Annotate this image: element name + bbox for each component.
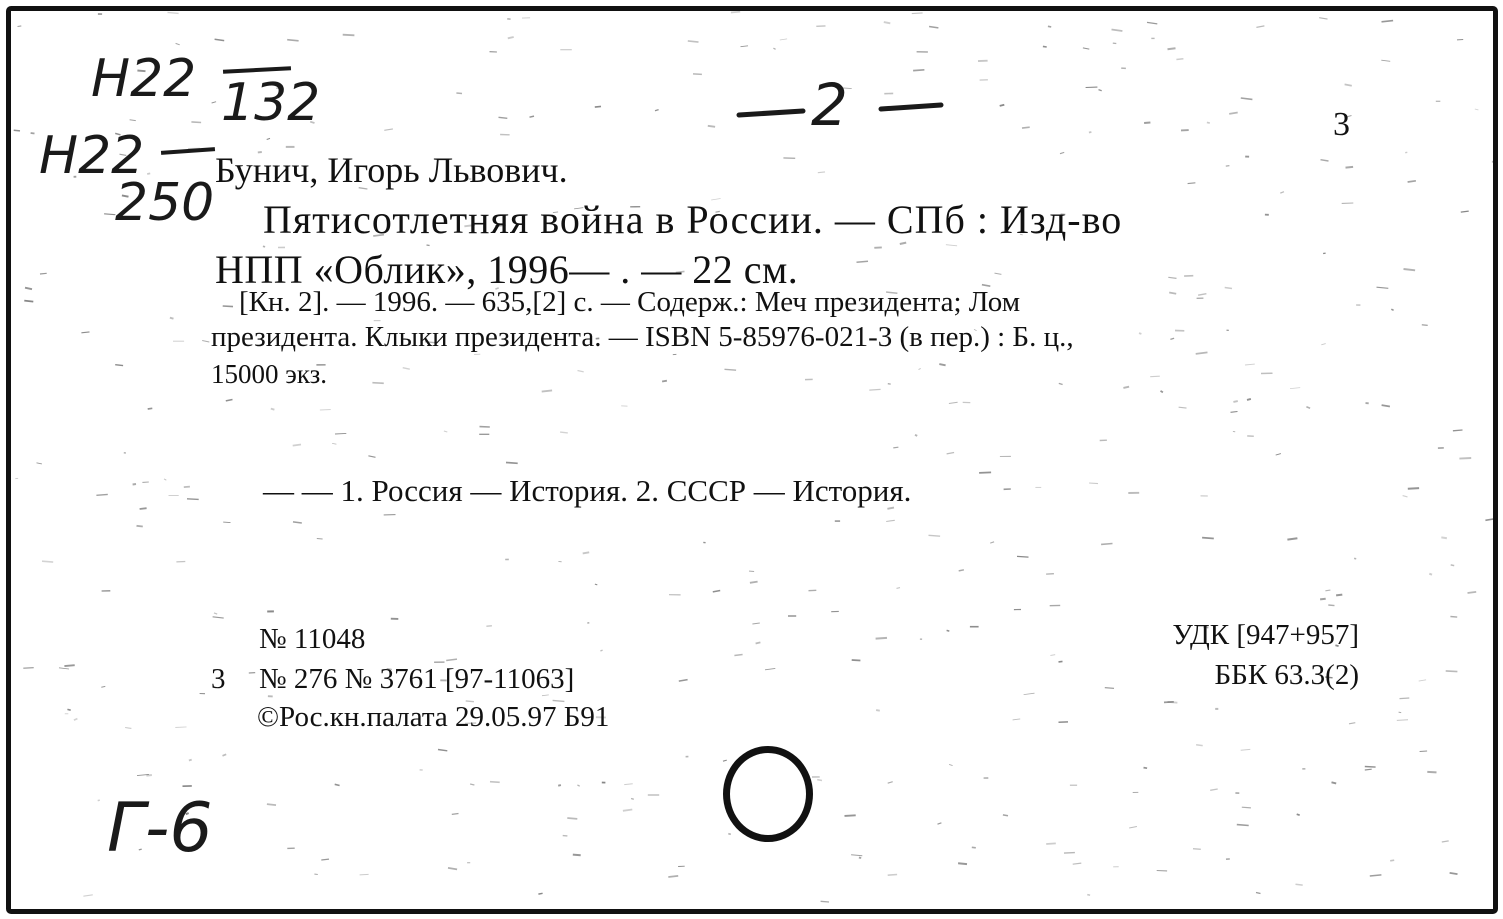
scan-speck <box>444 431 447 432</box>
scan-speck <box>1345 84 1352 85</box>
handwritten-bottom-mark: Г-6 <box>107 789 213 868</box>
scan-speck <box>1161 391 1163 393</box>
scan-speck <box>1105 688 1114 689</box>
handwritten-shelfmark-fraction: 132 <box>221 73 321 133</box>
scan-speck <box>1059 383 1063 384</box>
scan-speck <box>1296 884 1303 885</box>
scan-speck <box>226 400 233 401</box>
scan-speck <box>1229 113 1238 114</box>
scan-speck <box>1419 680 1426 681</box>
scan-speck <box>1241 749 1251 750</box>
scan-speck <box>972 847 976 848</box>
udk-classification: УДК [947+957] <box>1172 619 1359 651</box>
scan-speck <box>1450 617 1457 618</box>
scan-speck <box>919 368 921 369</box>
scan-speck <box>1017 556 1029 557</box>
scan-speck <box>600 650 602 651</box>
scan-speck <box>271 409 275 410</box>
scan-speck <box>939 364 945 365</box>
scan-speck <box>1403 496 1408 497</box>
scan-speck <box>662 381 667 382</box>
scan-speck <box>1427 772 1436 773</box>
scan-speck <box>1241 98 1253 99</box>
scan-speck <box>1370 875 1382 876</box>
scan-speck <box>1226 166 1230 167</box>
registry-numbers: № 276 № 3761 [97-11063] <box>259 663 575 695</box>
catalog-card <box>6 6 1498 914</box>
scan-speck <box>470 784 474 785</box>
scan-speck <box>979 472 991 473</box>
scan-speck <box>403 368 410 370</box>
scan-speck <box>125 728 131 729</box>
scan-speck <box>176 43 180 44</box>
scan-speck <box>623 810 632 811</box>
scan-speck <box>1453 430 1463 431</box>
scan-speck <box>1043 46 1047 47</box>
scan-speck <box>148 408 153 409</box>
scan-speck <box>83 895 92 896</box>
scan-speck <box>1123 387 1129 388</box>
scan-speck <box>728 834 731 835</box>
scan-speck <box>438 750 447 751</box>
scan-speck <box>1420 751 1428 752</box>
scan-speck <box>688 41 699 42</box>
scan-speck <box>343 35 355 36</box>
title-line-2: НПП «Облик», 1996— . — 22 см. <box>215 247 799 292</box>
scan-speck <box>164 479 166 480</box>
scan-speck <box>1101 544 1112 545</box>
scan-speck <box>1196 352 1208 354</box>
scan-speck <box>25 288 32 290</box>
scan-speck <box>947 453 955 454</box>
scan-speck <box>1319 18 1327 19</box>
handwritten-page-mark <box>731 71 961 156</box>
scan-speck <box>1320 599 1326 600</box>
scan-speck <box>1451 565 1455 566</box>
scan-speck <box>990 542 994 543</box>
scan-speck <box>1336 595 1342 596</box>
scan-speck <box>499 117 508 118</box>
scan-speck <box>1332 782 1337 783</box>
scan-speck <box>1422 325 1428 326</box>
scan-speck <box>1168 277 1176 278</box>
scan-speck <box>1377 287 1389 288</box>
scan-speck <box>884 22 891 23</box>
scan-speck <box>538 893 542 894</box>
scan-speck <box>67 709 70 710</box>
scan-speck <box>1492 162 1493 163</box>
scan-speck <box>317 539 323 540</box>
scan-speck <box>31 133 35 134</box>
scan-speck <box>223 522 230 523</box>
scan-speck <box>506 463 518 464</box>
scan-speck <box>845 815 856 816</box>
scan-speck <box>1441 537 1447 538</box>
scan-speck <box>1321 344 1325 345</box>
scan-speck <box>1381 60 1390 61</box>
scan-speck <box>1233 401 1237 402</box>
scan-speck <box>133 484 136 485</box>
scan-speck <box>1461 211 1469 212</box>
scan-speck <box>595 584 597 585</box>
scan-speck <box>929 535 941 536</box>
scan-speck <box>1328 605 1334 606</box>
scan-speck <box>741 46 749 47</box>
scan-speck <box>1064 853 1075 854</box>
scan-speck <box>1442 841 1449 842</box>
scan-speck <box>888 875 897 876</box>
scan-speck <box>42 561 53 562</box>
scan-speck <box>214 613 217 614</box>
author-heading: Бунич, Игорь Львович. <box>215 150 568 190</box>
scan-speck <box>372 383 383 384</box>
scan-speck <box>1429 574 1432 575</box>
scan-speck <box>655 110 659 111</box>
scan-speck <box>1256 893 1261 894</box>
scan-speck <box>1024 693 1035 694</box>
scan-speck <box>1404 269 1416 270</box>
scan-speck <box>1168 702 1178 703</box>
scan-speck <box>98 800 100 801</box>
scan-speck <box>1050 655 1055 656</box>
scan-speck <box>456 93 462 94</box>
scan-speck <box>146 775 152 776</box>
scan-speck <box>1150 376 1160 377</box>
scan-speck <box>508 37 514 38</box>
scan-speck <box>573 855 581 856</box>
scan-speck <box>1247 399 1251 400</box>
scan-speck <box>1346 167 1354 168</box>
scan-speck <box>1207 122 1210 123</box>
scan-speck <box>1087 895 1090 896</box>
scan-speck <box>1139 333 1141 334</box>
scan-speck <box>335 433 346 434</box>
scan-speck <box>668 876 678 877</box>
scan-speck <box>1144 768 1148 769</box>
scan-speck <box>175 727 186 728</box>
scan-speck <box>624 784 633 785</box>
scan-speck <box>1365 767 1376 768</box>
scan-speck <box>187 499 199 500</box>
scan-speck <box>212 102 217 103</box>
scan-speck <box>24 301 33 302</box>
scan-speck <box>631 799 634 800</box>
scan-speck <box>1000 105 1005 106</box>
scan-speck <box>1089 483 1098 484</box>
scan-speck <box>1196 745 1203 746</box>
scan-speck <box>818 172 825 173</box>
scan-speck <box>713 591 720 592</box>
scan-speck <box>851 855 862 856</box>
scan-speck <box>693 74 702 75</box>
scan-speck <box>725 369 737 370</box>
scan-speck <box>1237 825 1249 826</box>
scan-speck <box>293 522 302 523</box>
card-number: 3 <box>1333 106 1350 143</box>
scan-speck <box>1400 698 1410 699</box>
scan-speck <box>1242 807 1251 808</box>
scan-speck <box>1210 789 1218 790</box>
scan-speck <box>765 668 775 669</box>
scan-speck <box>101 686 105 687</box>
scan-speck <box>708 126 715 127</box>
scan-speck <box>1073 863 1082 864</box>
scan-speck <box>490 782 500 783</box>
scan-speck <box>384 129 393 130</box>
scan-speck <box>59 668 69 669</box>
scan-speck <box>888 782 893 784</box>
scan-speck <box>1129 827 1137 829</box>
scan-speck <box>168 12 179 13</box>
scan-speck <box>452 814 459 815</box>
title-line-1: Пятисотлетняя война в России. — СПб : Изд-во <box>263 197 1123 242</box>
scan-speck <box>223 306 233 307</box>
scan-speck <box>893 447 898 448</box>
scan-speck <box>1382 21 1394 22</box>
scan-speck <box>1276 454 1281 456</box>
scan-speck <box>1280 192 1284 193</box>
scan-speck <box>332 443 336 444</box>
scan-speck <box>1397 720 1408 721</box>
scan-speck <box>1048 26 1051 27</box>
scan-speck <box>1365 769 1372 770</box>
scan-speck <box>1256 26 1264 28</box>
scan-speck <box>1099 90 1102 91</box>
scan-speck <box>1382 405 1390 406</box>
scan-speck <box>223 754 227 756</box>
scan-speck <box>335 784 340 785</box>
scan-speck <box>1408 488 1419 489</box>
scan-speck <box>1059 661 1063 662</box>
scan-speck <box>1390 860 1394 861</box>
scan-speck <box>1306 407 1310 409</box>
scan-speck <box>947 630 950 631</box>
scan-speck <box>578 371 584 372</box>
scan-speck <box>1013 719 1021 720</box>
scan-speck <box>1202 538 1214 539</box>
scan-speck <box>81 332 89 333</box>
scan-speck <box>1446 671 1458 672</box>
scan-speck <box>74 719 78 721</box>
scan-speck <box>1089 132 1092 133</box>
scan-speck <box>368 456 375 458</box>
scan-speck <box>723 760 727 761</box>
scan-speck <box>567 818 577 819</box>
scan-speck <box>756 642 761 643</box>
scan-speck <box>929 27 938 28</box>
scan-speck <box>360 874 369 875</box>
scan-speck <box>542 390 552 391</box>
scan-speck <box>915 435 917 436</box>
scan-speck <box>886 520 895 521</box>
handwritten-shelfmark-second: Н22 <box>39 126 145 186</box>
scan-speck <box>780 39 787 40</box>
scan-speck <box>448 868 457 870</box>
scan-speck <box>821 901 829 902</box>
scan-speck <box>37 463 42 464</box>
scan-speck <box>731 12 740 13</box>
scan-speck <box>320 410 331 411</box>
book-chamber-imprint: ©Рос.кн.палата 29.05.97 Б91 <box>257 701 610 733</box>
scan-speck <box>912 13 923 14</box>
scan-speck <box>140 508 147 509</box>
scan-speck <box>1450 873 1458 874</box>
description-line-2: президента. Клыки президента. — ISBN 5-85976-021-3 (в пер.) : Б. ц., <box>211 321 1074 353</box>
handwritten-shelfmark-top: Н22 <box>91 49 197 109</box>
scan-speck <box>1408 181 1416 182</box>
scan-speck <box>869 389 880 390</box>
scan-speck <box>202 341 209 343</box>
copy-count: 3 <box>211 663 226 695</box>
scan-speck <box>1231 412 1238 413</box>
scan-speck <box>64 665 74 666</box>
scan-speck <box>1225 288 1232 289</box>
scan-speck <box>1188 183 1196 184</box>
scan-speck <box>287 40 298 41</box>
page-mark-number: 2 <box>811 71 848 139</box>
scan-speck <box>752 623 759 624</box>
handwritten-shelfmark-third: 250 <box>115 173 215 233</box>
scan-speck <box>876 710 880 711</box>
scan-speck <box>1391 309 1393 310</box>
scan-speck <box>213 617 224 618</box>
scan-speck <box>293 445 301 446</box>
scan-speck <box>1290 388 1300 389</box>
scan-speck <box>1168 48 1176 49</box>
scan-speck <box>1144 123 1150 124</box>
description-line-3: 15000 экз. <box>211 359 328 389</box>
scan-speck <box>1060 152 1064 153</box>
scan-speck <box>1179 407 1187 408</box>
scan-speck <box>1245 364 1255 365</box>
description-line-1: [Кн. 2]. — 1996. — 635,[2] с. — Содерж.: Меч президента; Лом <box>239 286 1021 318</box>
scan-speck <box>857 261 869 262</box>
scan-speck <box>215 39 225 40</box>
scan-speck <box>558 785 561 786</box>
scan-speck <box>1475 109 1479 110</box>
scan-speck <box>1083 48 1089 49</box>
scan-speck <box>130 120 136 121</box>
scan-speck <box>876 638 887 639</box>
scan-speck <box>23 668 33 669</box>
scan-speck <box>137 526 143 527</box>
scan-speck <box>1399 712 1402 713</box>
scan-speck <box>946 245 957 246</box>
scan-speck <box>191 122 201 123</box>
scan-speck <box>560 432 568 433</box>
scan-speck <box>1169 293 1176 294</box>
scan-speck <box>40 273 47 274</box>
scan-speck <box>1468 592 1477 593</box>
scan-speck <box>995 273 1002 274</box>
scan-speck <box>1170 338 1174 339</box>
scan-speck <box>959 570 964 571</box>
scan-speck <box>1349 723 1355 724</box>
subject-headings: — — 1. Россия — История. 2. СССР — История. <box>263 473 912 508</box>
scan-speck <box>14 130 20 131</box>
scan-speck <box>958 863 967 864</box>
scan-speck <box>104 214 115 215</box>
scan-speck <box>1287 538 1297 539</box>
scan-speck <box>949 765 953 766</box>
scan-speck <box>734 655 742 656</box>
scan-speck <box>1198 294 1206 296</box>
scan-speck <box>938 823 942 824</box>
scan-speck <box>1046 843 1056 844</box>
scan-speck <box>1297 814 1300 815</box>
scan-speck <box>1147 22 1157 24</box>
scan-speck <box>170 318 174 319</box>
scan-speck <box>530 116 535 117</box>
scan-speck <box>18 26 22 27</box>
scan-speck <box>817 780 822 781</box>
scan-speck <box>321 859 329 860</box>
scan-speck <box>577 785 579 786</box>
scan-speck <box>750 582 758 583</box>
scan-speck <box>1459 458 1471 459</box>
scan-speck <box>897 588 901 589</box>
scan-speck <box>679 680 688 682</box>
scan-speck <box>1112 30 1123 32</box>
scan-speck <box>115 365 123 366</box>
scan-speck <box>595 106 601 107</box>
scan-speck <box>1325 590 1330 591</box>
scan-speck <box>949 402 958 403</box>
scan-speck <box>1176 59 1183 60</box>
handwritten-circle-mark <box>723 746 813 842</box>
record-number: № 11048 <box>259 623 366 655</box>
scan-speck <box>583 552 590 553</box>
scan-speck <box>1321 160 1329 161</box>
scan-speck <box>1003 815 1008 816</box>
scan-speck <box>189 760 192 761</box>
scan-speck <box>446 659 457 660</box>
scan-speck <box>1485 519 1493 521</box>
scan-speck <box>852 660 861 661</box>
scan-speck <box>184 487 190 488</box>
scan-speck <box>1022 127 1030 128</box>
scan-speck <box>773 48 775 49</box>
scan-speck <box>267 138 270 139</box>
bbk-classification: ББК 63.3(2) <box>1214 659 1359 691</box>
scan-speck <box>96 494 107 495</box>
scan-speck <box>267 804 276 805</box>
